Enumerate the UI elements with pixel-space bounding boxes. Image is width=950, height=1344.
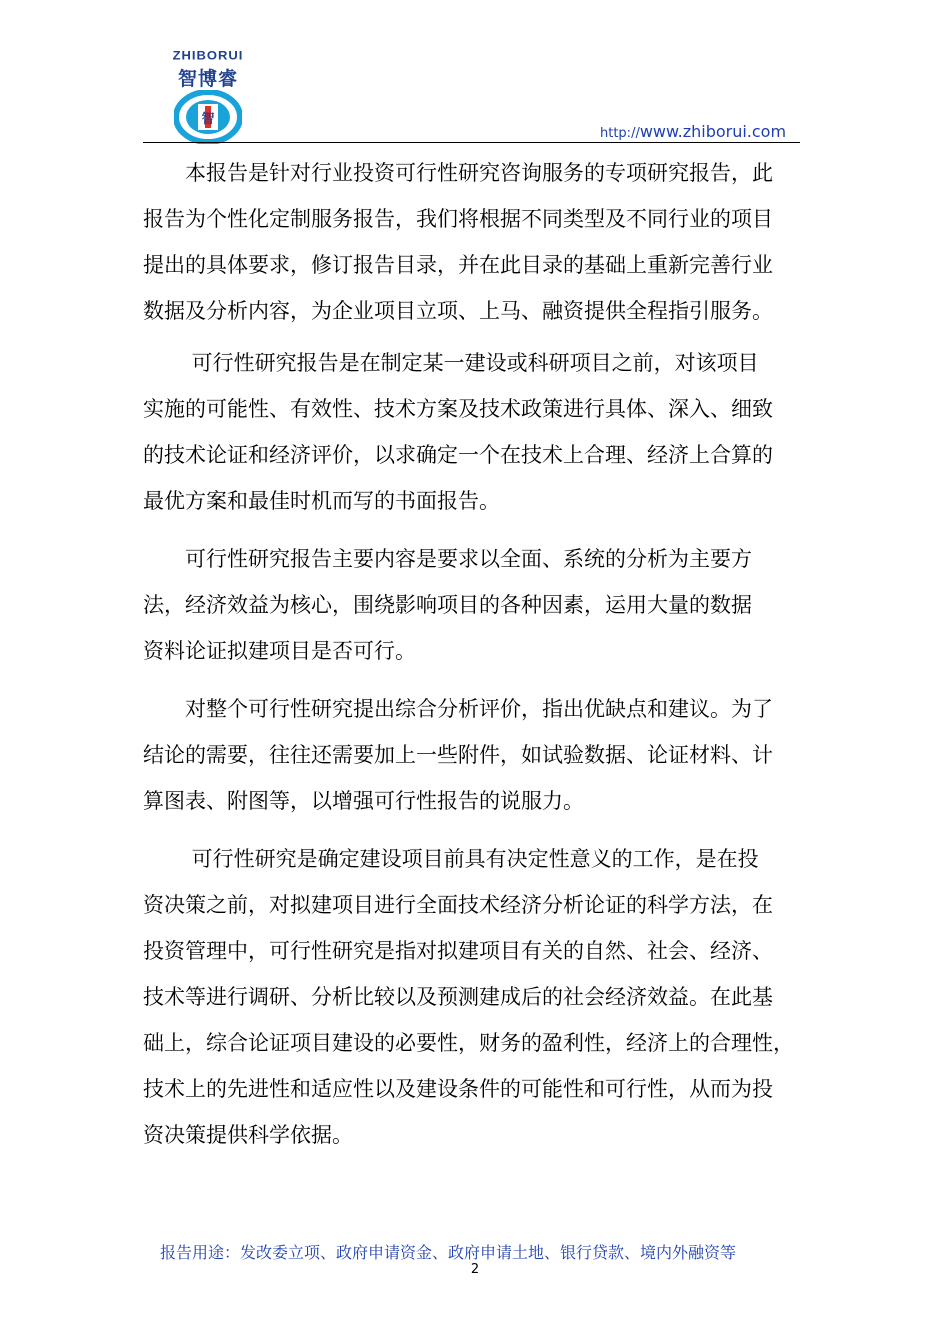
text-line: 结论的需要，往往还需要加上一些附件，如试验数据、论证材料、计: [143, 743, 773, 767]
text-line: 可行性研究报告是在制定某一建设或科研项目之前，对该项目: [143, 351, 759, 375]
logo-emblem-mark: 智: [201, 112, 215, 127]
website-url[interactable]: [600, 122, 786, 141]
url-host: www.zhiborui.com: [639, 122, 787, 141]
text-line: 法，经济效益为核心，围绕影响项目的各种因素，运用大量的数据: [143, 593, 752, 617]
text-line: 技术上的先进性和适应性以及建设条件的可能性和可行性，从而为投: [143, 1077, 773, 1101]
text-line: 投资管理中，可行性研究是指对拟建项目有关的自然、社会、经济、: [143, 939, 773, 963]
logo-chinese-text: 智博睿: [177, 68, 238, 90]
logo-emblem-icon: [174, 90, 242, 144]
text-line: 可行性研究报告主要内容是要求以全面、系统的分析为主要方: [143, 547, 752, 571]
text-line: 资料论证拟建项目是否可行。: [143, 639, 416, 663]
footer-usage: 报告用途：发改委立项、政府申请资金、政府申请土地、银行贷款、境内外融资等: [160, 1243, 737, 1262]
paragraph-significance: [143, 836, 823, 1158]
text-line: 可行性研究是确定建设项目前具有决定性意义的工作，是在投: [143, 847, 759, 871]
url-protocol: http://: [600, 126, 640, 141]
text-line: 报告为个性化定制服务报告，我们将根据不同类型及不同行业的项目: [143, 207, 773, 231]
paragraph-content: [143, 536, 823, 674]
text-line: 提出的具体要求，修订报告目录，并在此目录的基础上重新完善行业: [143, 253, 773, 277]
paragraph-definition: [143, 340, 823, 524]
text-line: 数据及分析内容，为企业项目立项、上马、融资提供全程指引服务。: [143, 299, 773, 323]
logo-latin-text: ZHIBORUI: [172, 48, 244, 63]
document-body: [143, 150, 823, 1158]
text-line: 础上，综合论证项目建设的必要性，财务的盈利性，经济上的合理性，: [143, 1031, 794, 1055]
text-line: 最优方案和最佳时机而写的书面报告。: [143, 489, 500, 513]
text-line: 资决策提供科学依据。: [143, 1123, 353, 1147]
text-line: 实施的可能性、有效性、技术方案及技术政策进行具体、深入、细致: [143, 397, 773, 421]
text-line: 对整个可行性研究提出综合分析评价，指出优缺点和建议。为了: [143, 697, 773, 721]
company-logo: [168, 48, 248, 144]
text-line: 本报告是针对行业投资可行性研究咨询服务的专项研究报告，此: [143, 161, 773, 185]
header-divider: [143, 142, 800, 143]
paragraph-intro: [143, 150, 823, 334]
paragraph-evaluation: [143, 686, 823, 824]
page-number: 2: [470, 1262, 480, 1277]
text-line: 算图表、附图等，以增强可行性报告的说服力。: [143, 789, 584, 813]
text-line: 的技术论证和经济评价，以求确定一个在技术上合理、经济上合算的: [143, 443, 773, 467]
text-line: 资决策之前，对拟建项目进行全面技术经济分析论证的科学方法，在: [143, 893, 773, 917]
text-line: 技术等进行调研、分析比较以及预测建成后的社会经济效益。在此基: [143, 985, 773, 1009]
